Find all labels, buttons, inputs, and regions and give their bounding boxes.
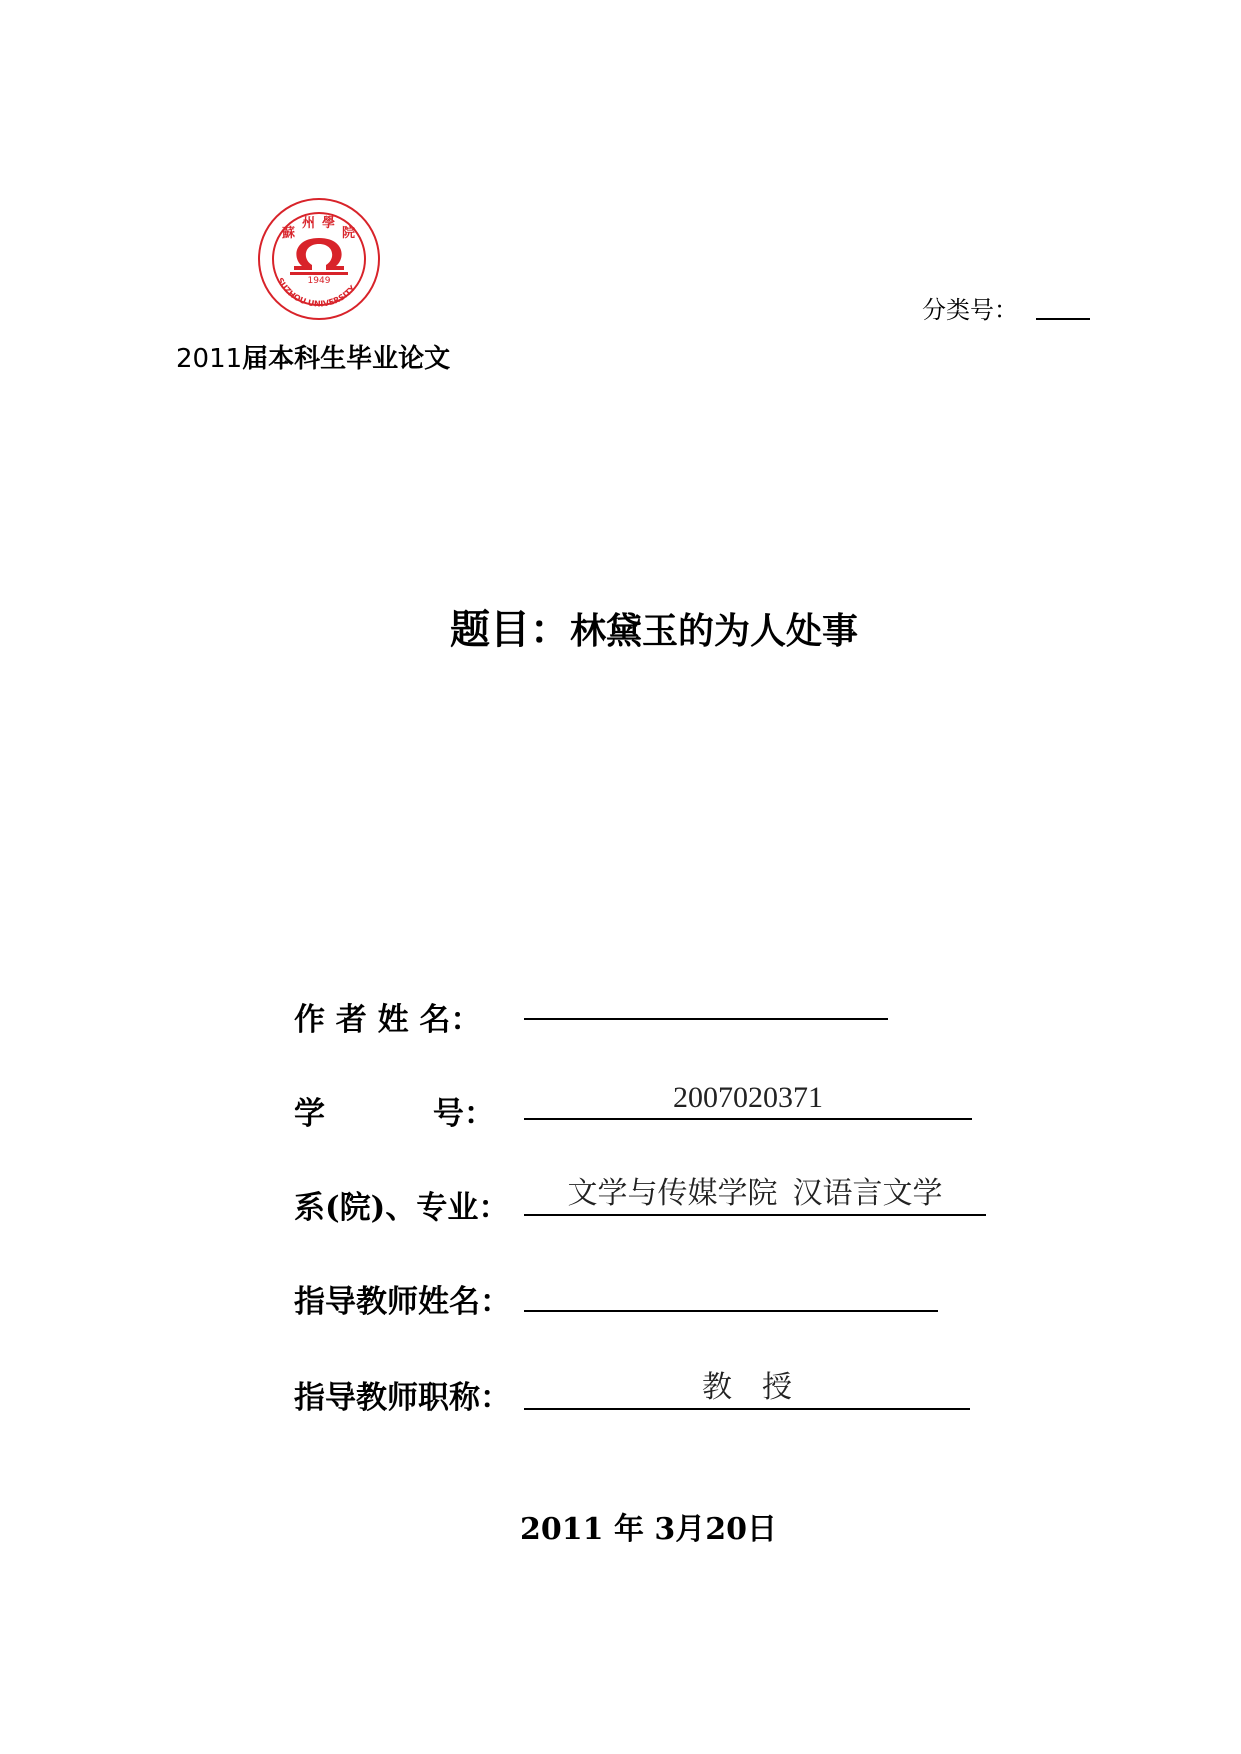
department-major-field[interactable]: 文学与传媒学院 汉语言文学	[524, 1174, 986, 1216]
seal-char-1: 蘇	[282, 226, 296, 241]
seal-english-text	[258, 198, 380, 320]
header-title	[176, 338, 450, 375]
advisor-name-field[interactable]	[524, 1270, 938, 1312]
header-subtitle: 届本科生毕业论文	[242, 344, 451, 374]
seal-year: 1949	[307, 276, 331, 286]
seal-char-3: 學	[322, 216, 336, 231]
advisor-name-label: 指导教师姓名：	[294, 1284, 511, 1320]
header-year: 2011	[176, 344, 243, 374]
submission-date: 2011 年 3月20日	[520, 1512, 778, 1547]
advisor-title-field[interactable]: 教 授	[524, 1368, 970, 1410]
thesis-title-label: 题目：	[450, 607, 570, 653]
advisor-title-label: 指导教师职称：	[294, 1380, 511, 1416]
author-name-field[interactable]	[524, 978, 888, 1020]
svg-text:SUZHOU UNIVERSITY: SUZHOU UNIVERSITY	[275, 276, 358, 309]
seal-char-4: 院	[342, 226, 356, 241]
student-id-field[interactable]: 2007020371	[524, 1078, 972, 1120]
seal-char-2: 州	[302, 216, 316, 231]
classification-label: 分类号：	[922, 296, 1018, 324]
thesis-title	[450, 598, 858, 655]
classification-blank[interactable]	[1036, 318, 1090, 320]
department-major-label: 系(院)、专业：	[294, 1190, 510, 1226]
university-seal-logo	[258, 198, 380, 320]
student-id-label: 学 号：	[294, 1096, 495, 1132]
author-name-label: 作 者 姓 名：	[294, 1002, 482, 1038]
thesis-title-value: 林黛玉的为人处事	[570, 610, 859, 652]
